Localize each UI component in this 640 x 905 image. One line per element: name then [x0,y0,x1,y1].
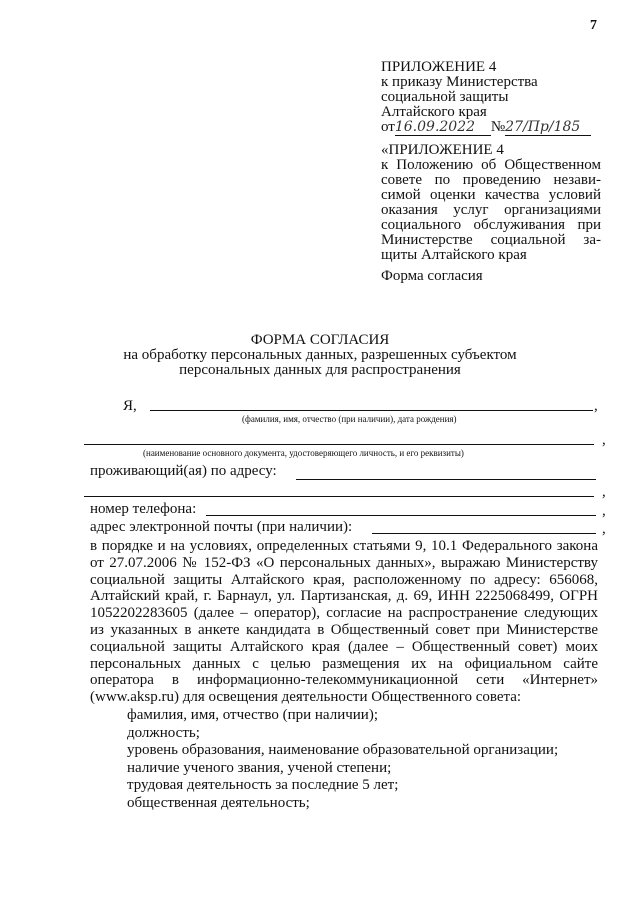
comma: , [602,432,606,448]
page-number: 7 [590,18,597,33]
list-item: общественная деятельность; [127,794,310,811]
data-list [127,707,558,812]
appendix-line: социального обслуживания при [381,217,601,233]
header-line: Алтайского края [381,104,487,120]
form-title [0,333,640,378]
form-label: Форма согласия [381,268,483,284]
form-title-main: ФОРМА СОГЛАСИЯ [250,332,390,348]
form-subtitle: персональных данных для распространения [179,362,461,378]
list-item: фамилия, имя, отчество (при наличии); [127,707,378,723]
date-prefix: от [381,119,395,135]
appendix-line: совете по проведению незави- [381,172,601,188]
header-line: к приказу Министерства [381,74,538,90]
number-sign: № [490,119,506,135]
address-label: проживающий(ая) по адресу: [90,463,277,479]
appendix-line: щиты Алтайского края [381,247,527,263]
email-input-line[interactable] [372,533,596,534]
comma: , [602,484,606,500]
appendix-header [381,143,601,263]
name-input-line[interactable] [150,410,593,411]
list-item: уровень образования, наименование образовательной организации; [127,742,559,758]
comma: , [594,398,598,414]
appendix-line: симой оценки качества условий [381,187,601,203]
comma: , [602,503,606,519]
handwritten-number: 27/Пр/185 [505,120,591,136]
i-label: Я, [123,398,137,414]
comma: , [602,521,606,537]
document-input-line[interactable] [84,444,594,445]
document-hint: (наименование основного документа, удостоверяющего личность, и его реквизиты) [143,448,464,458]
header-line: социальной защиты [381,89,509,105]
appendix-line: Министерстве социальной за- [381,232,601,248]
list-item: трудовая деятельность за последние 5 лет; [127,777,399,793]
phone-label: номер телефона: [90,501,197,517]
phone-input-line[interactable] [206,515,596,516]
email-label: адрес электронной почты (при наличии): [90,519,353,535]
name-hint: (фамилия, имя, отчество (при наличии), дата рождения) [242,414,457,424]
address-input-line[interactable] [296,479,596,480]
order-date-line [381,120,591,135]
consent-text [90,538,598,706]
handwritten-date: 16.09.2022 [395,120,491,136]
header-line: ПРИЛОЖЕНИЕ 4 [381,59,497,75]
appendix-title: «ПРИЛОЖЕНИЕ 4 [381,142,504,158]
list-item: наличие ученого звания, ученой степени; [127,759,392,776]
appendix-line: оказания услуг организациями [381,202,601,218]
appendix-line: к Положению об Общественном [381,157,601,173]
order-header [381,60,591,135]
address-input-line-2[interactable] [84,496,594,497]
consent-paragraph: в порядке и на условиях, определенных статьями 9, 10.1 Федерального закона от 27.07.2006 № 152-ФЗ «О персональных данных», выражаю Министерству социальной защиты Алтайского края, расположенному по адресу: 656068, Алтайский край, г. Барнаул, ул. Партизанская, д. 69, ИНН 2225068499, ОГРН 1052202283605 (далее – оператор), согласие на распространение следующих из указанных в анкете кандидата в Общественный совет при Министерстве социальной защиты Алтайского края (далее – Общественный совет) моих персональных данных с целью размещения их на официальном сайте оператора в информационно-телекоммуникационной сети «Интернет» (www.aksp.ru) для освещения деятельности Общественного совета: [90,538,598,706]
form-subtitle: на обработку персональных данных, разрешенных субъектом [123,347,517,363]
list-item: должность; [127,724,200,741]
